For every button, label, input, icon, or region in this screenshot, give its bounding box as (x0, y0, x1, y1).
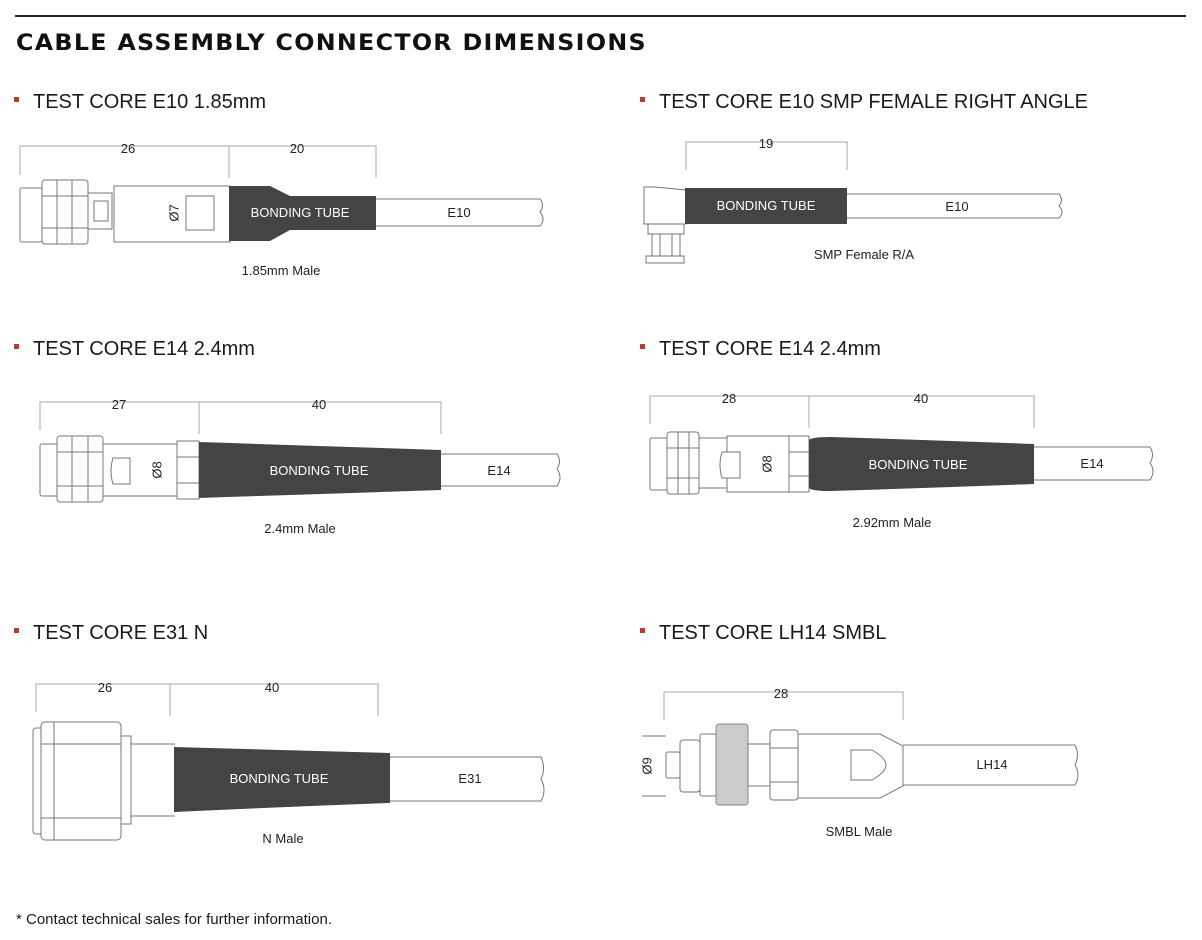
section-heading-e31-n: TEST CORE E31 N (14, 622, 208, 645)
connector-label: 1.85mm Male (241, 263, 321, 278)
footnote: * Contact technical sales for further information. (16, 911, 332, 928)
section-heading-e10-185: TEST CORE E10 1.85mm (14, 91, 266, 114)
diagram-lh14-smbl (639, 686, 1078, 839)
dim-label-a: 28 (721, 391, 737, 406)
diameter-label: Ø7 (166, 204, 182, 222)
dim-label-b: 40 (913, 391, 929, 406)
dim-label-a: 26 (97, 680, 113, 695)
dim-label-b: 40 (311, 397, 327, 412)
diameter-label: Ø9 (639, 757, 655, 775)
diagram-e10-smp (644, 136, 1062, 263)
cable-label: E10 (447, 205, 471, 220)
connector-label: SMP Female R/A (813, 247, 915, 262)
section-heading-lh14-smbl: TEST CORE LH14 SMBL (640, 622, 886, 645)
cable-label: LH14 (976, 757, 1008, 772)
dim-label-a: 19 (758, 136, 774, 151)
dim-label-b: 20 (289, 141, 305, 156)
bonding-tube-label: BONDING TUBE (716, 198, 816, 213)
connector-label: 2.4mm Male (264, 521, 336, 536)
page-title: CABLE ASSEMBLY CONNECTOR DIMENSIONS (16, 31, 647, 56)
section-heading-e14-292: TEST CORE E14 2.4mm (640, 338, 881, 361)
connector-label: SMBL Male (825, 824, 893, 839)
bonding-tube-label: BONDING TUBE (250, 205, 350, 220)
cable-label: E31 (458, 771, 482, 786)
dim-label-a: 27 (111, 397, 127, 412)
dim-label-a: 28 (773, 686, 789, 701)
connector-label: N Male (262, 831, 304, 846)
diameter-label: Ø8 (149, 461, 165, 479)
cable-label: E14 (1080, 456, 1104, 471)
bonding-tube-label: BONDING TUBE (868, 457, 968, 472)
section-heading-e14-24: TEST CORE E14 2.4mm (14, 338, 255, 361)
dim-label-a: 26 (120, 141, 136, 156)
section-heading-e10-smp: TEST CORE E10 SMP FEMALE RIGHT ANGLE (640, 91, 1088, 114)
diagram-e10-185 (20, 141, 543, 278)
cable-label: E14 (487, 463, 511, 478)
diameter-label: Ø8 (759, 455, 775, 473)
dim-label-b: 40 (264, 680, 280, 695)
diagram-e14-24 (40, 397, 560, 536)
connector-label: 2.92mm Male (852, 515, 932, 530)
bonding-tube-label: BONDING TUBE (229, 771, 329, 786)
diagram-e14-292 (650, 391, 1153, 530)
cable-label: E10 (945, 199, 969, 214)
bonding-tube-label: BONDING TUBE (269, 463, 369, 478)
diagram-e31-n (33, 680, 544, 846)
